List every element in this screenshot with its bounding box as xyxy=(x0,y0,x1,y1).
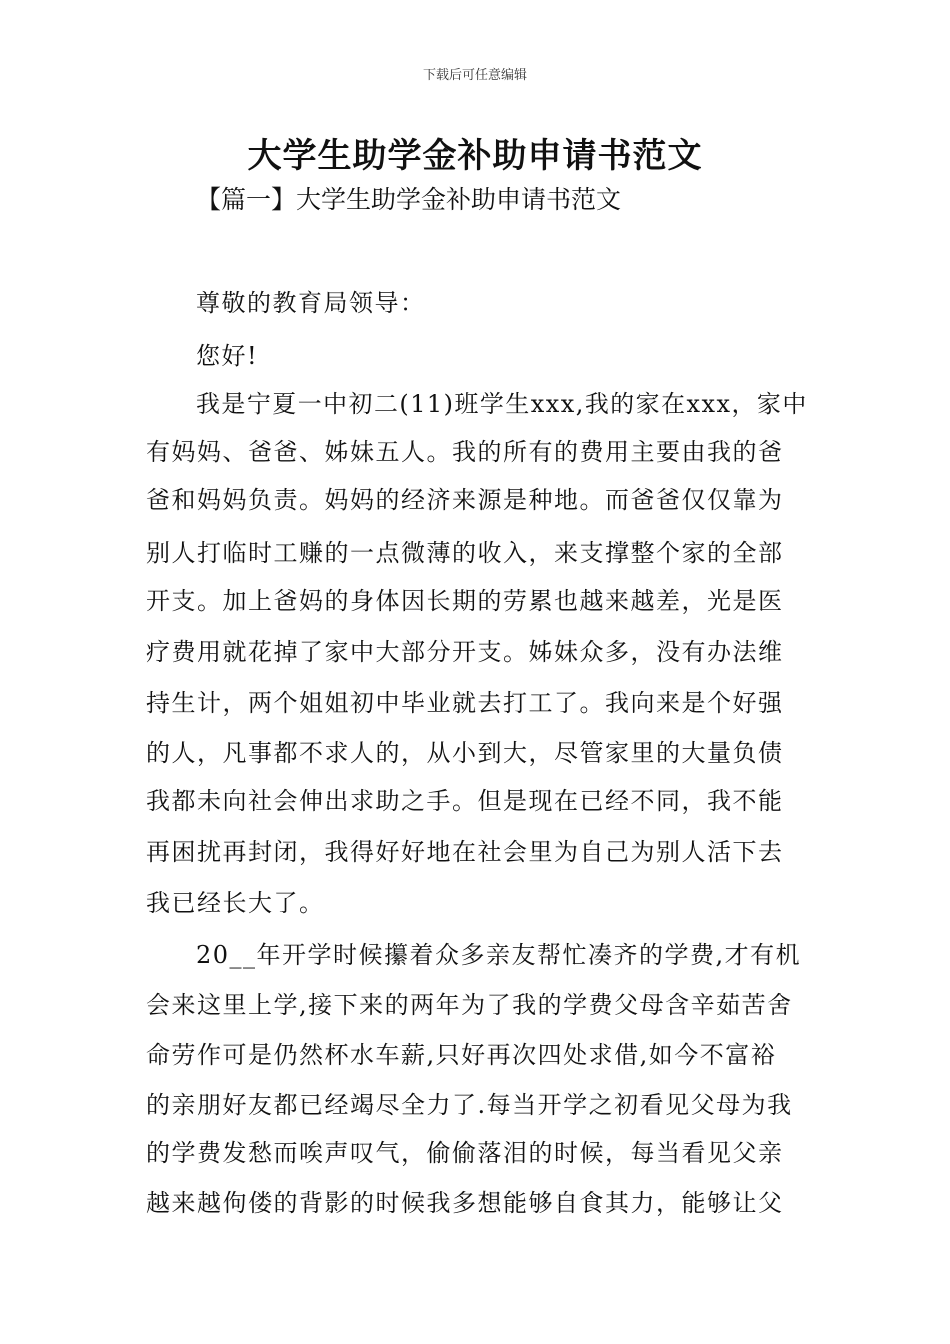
paragraph-line: 命劳作可是仍然杯水车薪,只好再次四处求借,如今不富裕 xyxy=(146,1041,777,1069)
paragraph-line: 别人打临时工赚的一点微薄的收入，来支撑整个家的全部 xyxy=(146,539,784,567)
paragraph-line: 持生计，两个姐姐初中毕业就去打工了。我向来是个好强 xyxy=(146,689,784,717)
paragraph-line: 的学费发愁而唉声叹气，偷偷落泪的时候，每当看见父亲 xyxy=(146,1139,784,1167)
paragraph-line: 我都未向社会伸出求助之手。但是现在已经不同，我不能 xyxy=(146,787,784,815)
greeting: 您好! xyxy=(196,342,259,370)
paragraph-line: 疗费用就花掉了家中大部分开支。姊妹众多，没有办法维 xyxy=(146,638,784,666)
paragraph-line: 我已经长大了。 xyxy=(146,889,325,917)
paragraph-line: 会来这里上学,接下来的两年为了我的学费父母含辛茹苦舍 xyxy=(146,991,793,1019)
paragraph-line: 我是宁夏一中初二(11)班学生xxx,我的家在xxx，家中 xyxy=(196,390,808,418)
paragraph-line: 越来越佝偻的背影的时候我多想能够自食其力，能够让父 xyxy=(146,1189,784,1217)
paragraph-line: 爸和妈妈负责。妈妈的经济来源是种地。而爸爸仅仅靠为 xyxy=(146,486,784,514)
header-note: 下载后可任意编辑 xyxy=(422,68,527,83)
salutation: 尊敬的教育局领导： xyxy=(196,289,426,317)
paragraph-line: 再困扰再封闭，我得好好地在社会里为自己为别人活下去 xyxy=(146,838,784,866)
document-title: 大学生助学金补助申请书范文 xyxy=(247,136,703,176)
paragraph-line: 开支。加上爸妈的身体因长期的劳累也越来越差，光是医 xyxy=(146,587,784,615)
paragraph-line: 的人，凡事都不求人的，从小到大，尽管家里的大量负债 xyxy=(146,739,784,767)
paragraph-line: 的亲朋好友都已经竭尽全力了.每当开学之初看见父母为我 xyxy=(146,1091,793,1119)
paragraph-line: 20__年开学时候攥着众多亲友帮忙凑齐的学费,才有机 xyxy=(196,941,802,969)
section-heading: 【篇一】大学生助学金补助申请书范文 xyxy=(196,185,622,214)
paragraph-line: 有妈妈、爸爸、姊妹五人。我的所有的费用主要由我的爸 xyxy=(146,438,784,466)
